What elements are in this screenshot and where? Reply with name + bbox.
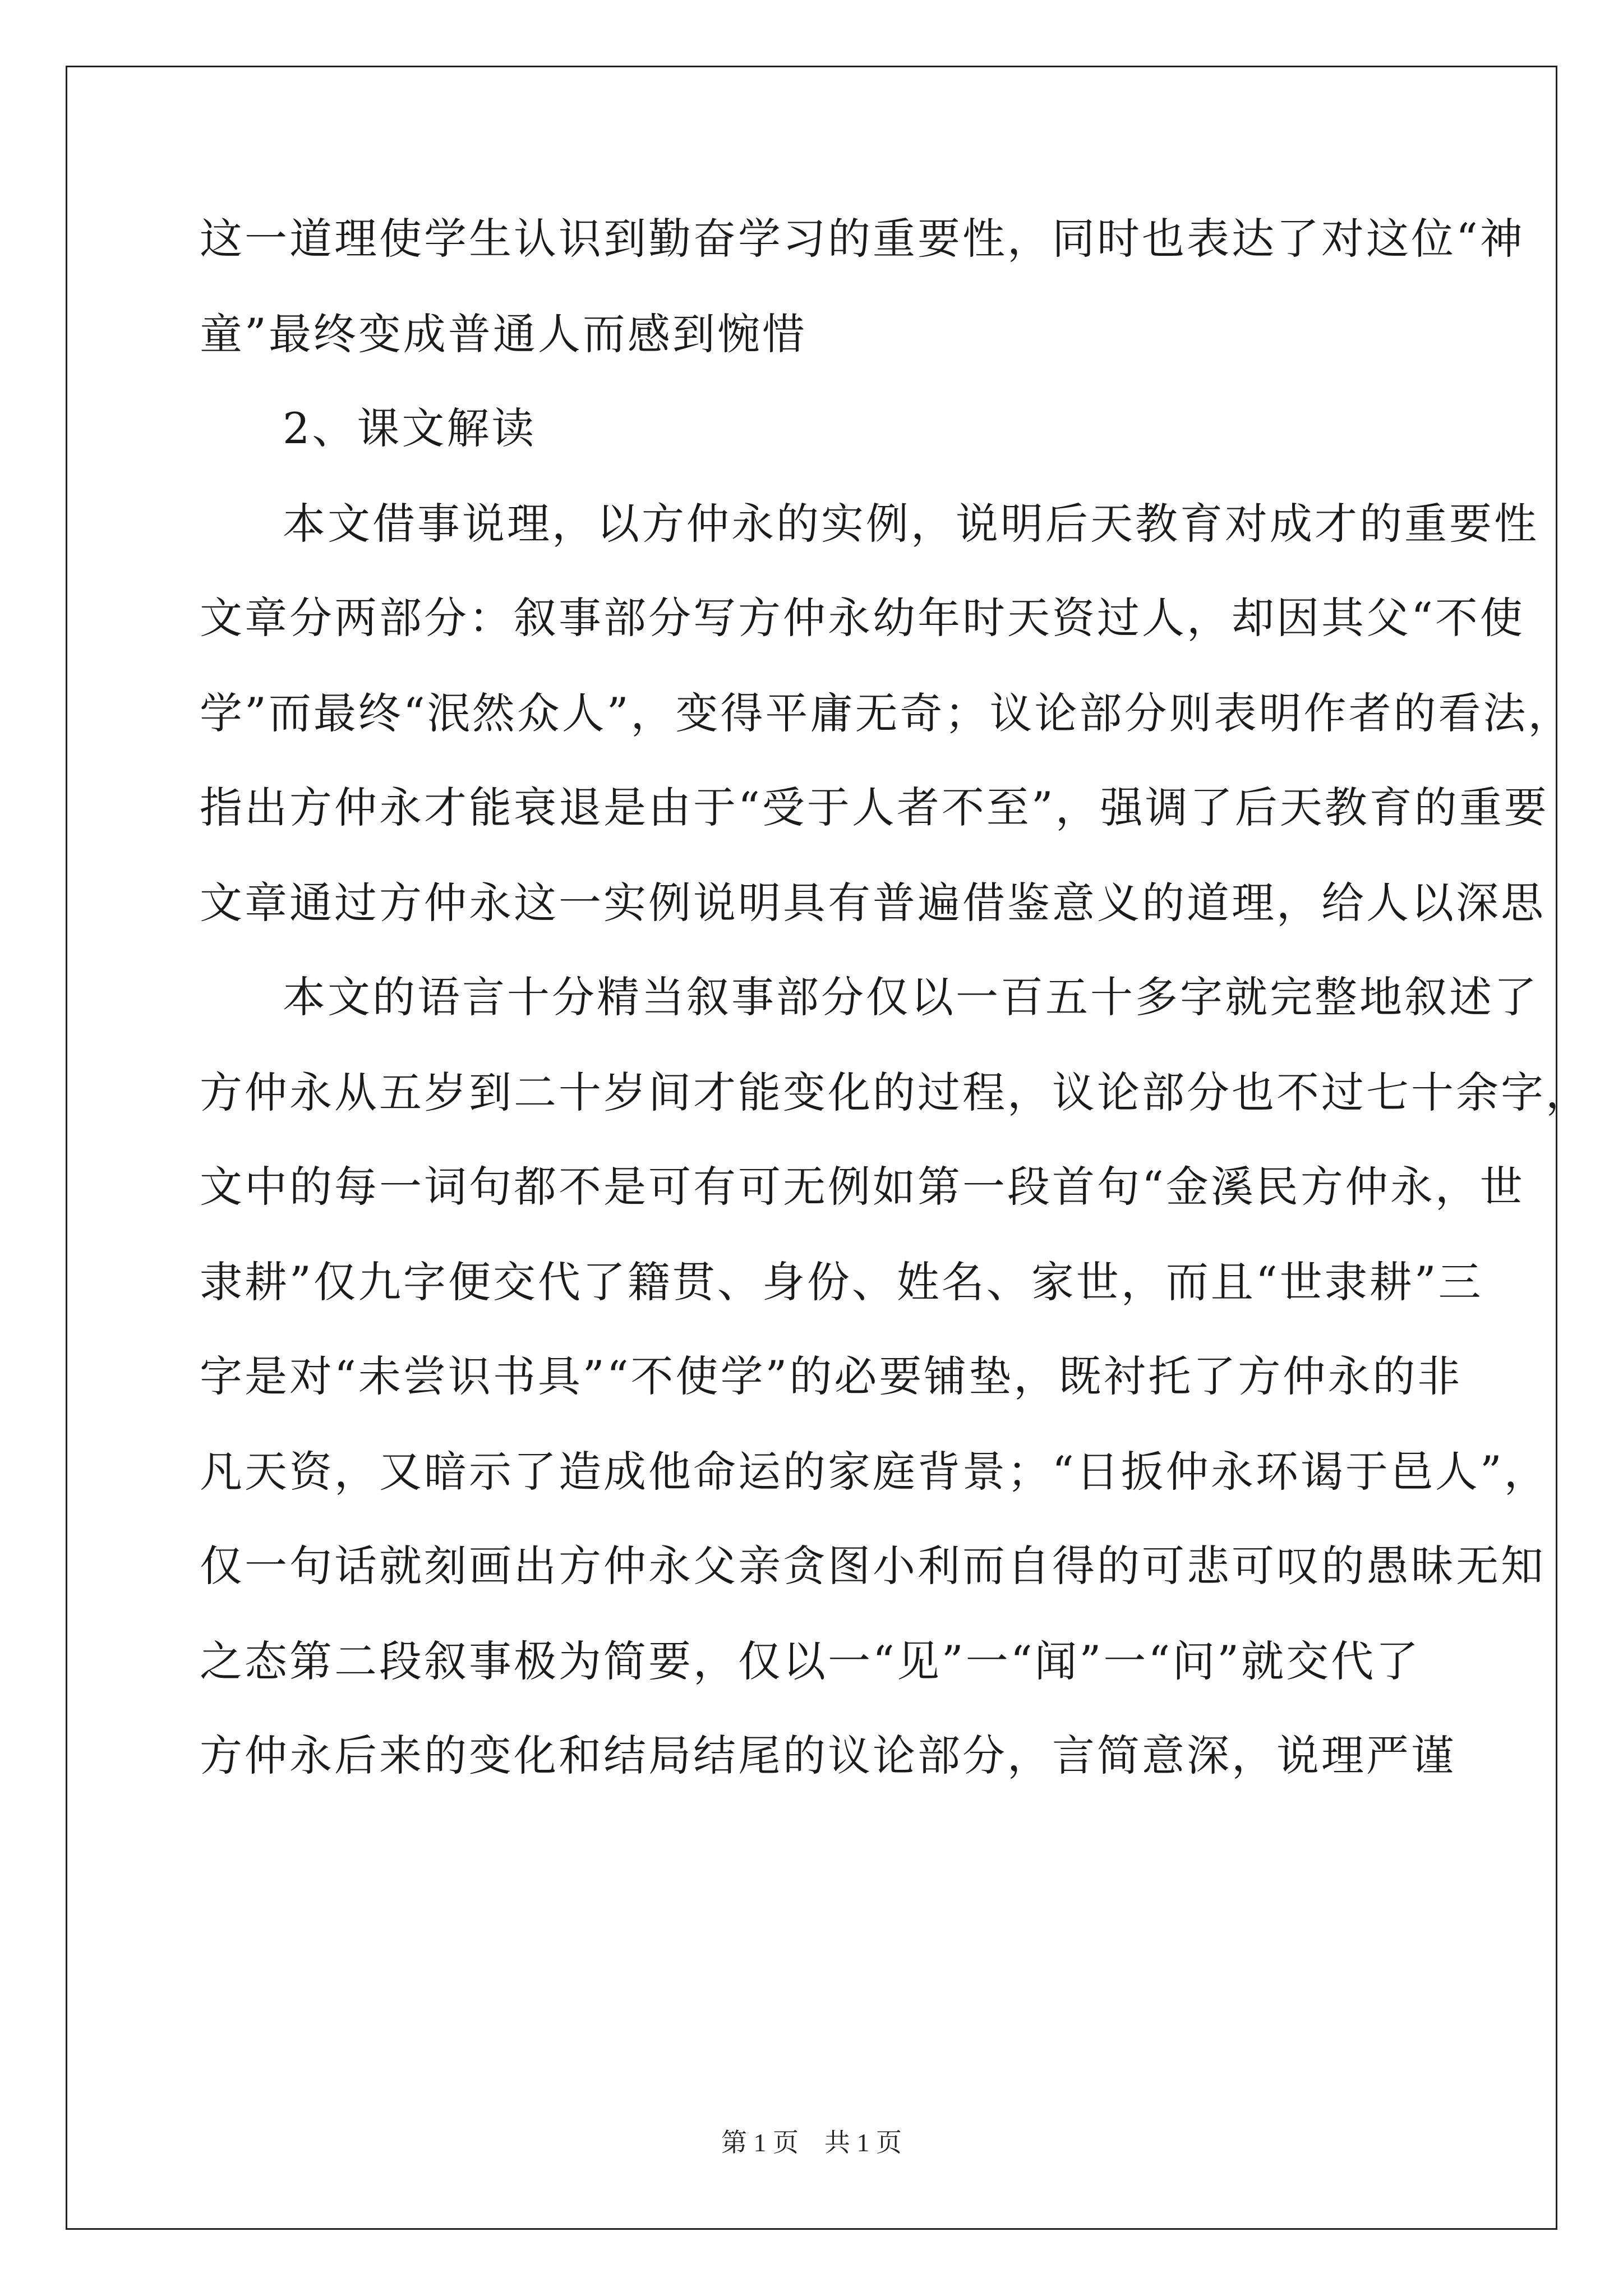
text-line-10: 方仲永从五岁到二十岁间才能变化的过程，议论部分也不过七十余字，	[200, 1068, 1590, 1117]
text-line-5: 文章分两部分：叙事部分写方仲永幼年时天资过人，却因其父“不使	[200, 593, 1525, 643]
text-line-4: 本文借事说理，以方仲永的实例，说明后天教育对成才的重要性	[283, 499, 1539, 549]
text-line-2: 童”最终变成普通人而感到惋惜	[200, 309, 807, 359]
text-line-17: 方仲永后来的变化和结局结尾的议论部分，言简意深，说理严谨	[200, 1731, 1456, 1780]
text-line-9: 本文的语言十分精当叙事部分仅以一百五十多字就完整地叙述了	[283, 972, 1539, 1022]
text-line-14: 凡天资，又暗示了造成他命运的家庭背景；“日扳仲永环谒于邑人”，	[200, 1447, 1549, 1497]
text-line-16: 之态第二段叙事极为简要，仅以一“见”一“闻”一“问”就交代了	[200, 1636, 1421, 1686]
page-border	[66, 66, 1557, 2230]
page-number-label: 第 1 页 共 1 页	[721, 2128, 902, 2157]
text-line-6: 学”而最终“泯然众人”，变得平庸无奇；议论部分则表明作者的看法，	[200, 688, 1573, 738]
section-heading: 2、课文解读	[283, 403, 537, 453]
text-line-1: 这一道理使学生认识到勤奋学习的重要性，同时也表达了对这位“神	[200, 214, 1525, 264]
text-line-12: 隶耕”仅九字便交代了籍贯、身份、姓名、家世，而且“世隶耕”三	[200, 1257, 1483, 1307]
page-footer	[0, 2126, 1623, 2160]
text-line-7: 指出方仲永才能衰退是由于“受于人者不至”，强调了后天教育的重要	[200, 783, 1549, 832]
text-line-8: 文章通过方仲永这一实例说明具有普遍借鉴意义的道理，给人以深思	[200, 878, 1546, 928]
text-line-15: 仅一句话就刻画出方仲永父亲贪图小利而自得的可悲可叹的愚昧无知	[200, 1541, 1546, 1591]
text-line-11: 文中的每一词句都不是可有可无例如第一段首句“金溪民方仲永，世	[200, 1162, 1525, 1212]
text-line-13: 字是对“未尝识书具”“不使学”的必要铺垫，既衬托了方仲永的非	[200, 1351, 1463, 1401]
